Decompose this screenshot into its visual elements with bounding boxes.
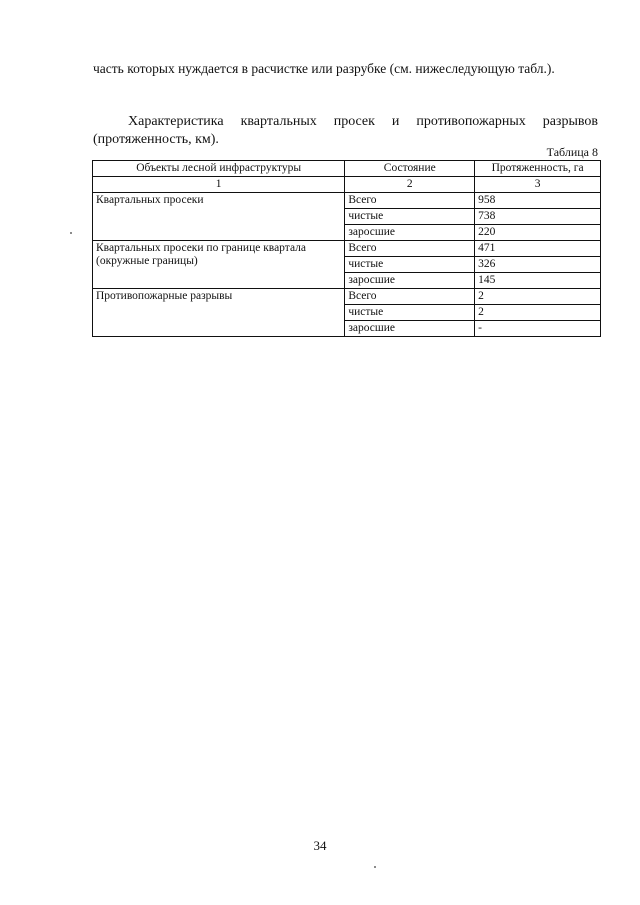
table-number-label: Таблица 8 [546, 145, 598, 159]
value-cell: 145 [475, 273, 601, 289]
value-cell: - [475, 321, 601, 337]
value-cell: 471 [475, 241, 601, 257]
scan-speck [70, 232, 72, 234]
value-cell: 2 [475, 305, 601, 321]
scan-speck [374, 866, 376, 868]
table-numbering-row [93, 177, 601, 193]
table-header-row [93, 161, 601, 177]
intro-paragraph: часть которых нуждается в расчистке или разрубке (см. нижеследующую табл.). [93, 61, 555, 76]
state-cell: чистые [345, 209, 475, 225]
header-length: Протяженность, га [475, 161, 601, 177]
value-cell: 738 [475, 209, 601, 225]
column-number-3: 3 [475, 177, 601, 193]
value-cell: 2 [475, 289, 601, 305]
state-cell: чистые [345, 257, 475, 273]
state-cell: заросшие [345, 321, 475, 337]
column-number-2: 2 [345, 177, 475, 193]
state-cell: Всего [345, 289, 475, 305]
header-state: Состояние [345, 161, 475, 177]
value-cell: 326 [475, 257, 601, 273]
table-row [93, 193, 601, 209]
state-cell: Всего [345, 193, 475, 209]
state-cell: Всего [345, 241, 475, 257]
table-row [93, 289, 601, 305]
page-number: 34 [313, 838, 327, 853]
column-number-1: 1 [93, 177, 345, 193]
table-caption: Характеристика квартальных просек и противопожарных разрывов (протяженность, км). [93, 114, 598, 147]
header-objects: Объекты лесной инфраструктуры [93, 161, 345, 177]
state-cell: заросшие [345, 273, 475, 289]
state-cell: чистые [345, 305, 475, 321]
object-cell: Противопожарные разрывы [93, 289, 345, 337]
object-cell: Квартальных просеки по границе квартала (окружные границы) [93, 241, 345, 289]
value-cell: 958 [475, 193, 601, 209]
forest-infrastructure-table [92, 160, 601, 337]
object-cell: Квартальных просеки [93, 193, 345, 241]
table-row [93, 241, 601, 257]
value-cell: 220 [475, 225, 601, 241]
state-cell: заросшие [345, 225, 475, 241]
